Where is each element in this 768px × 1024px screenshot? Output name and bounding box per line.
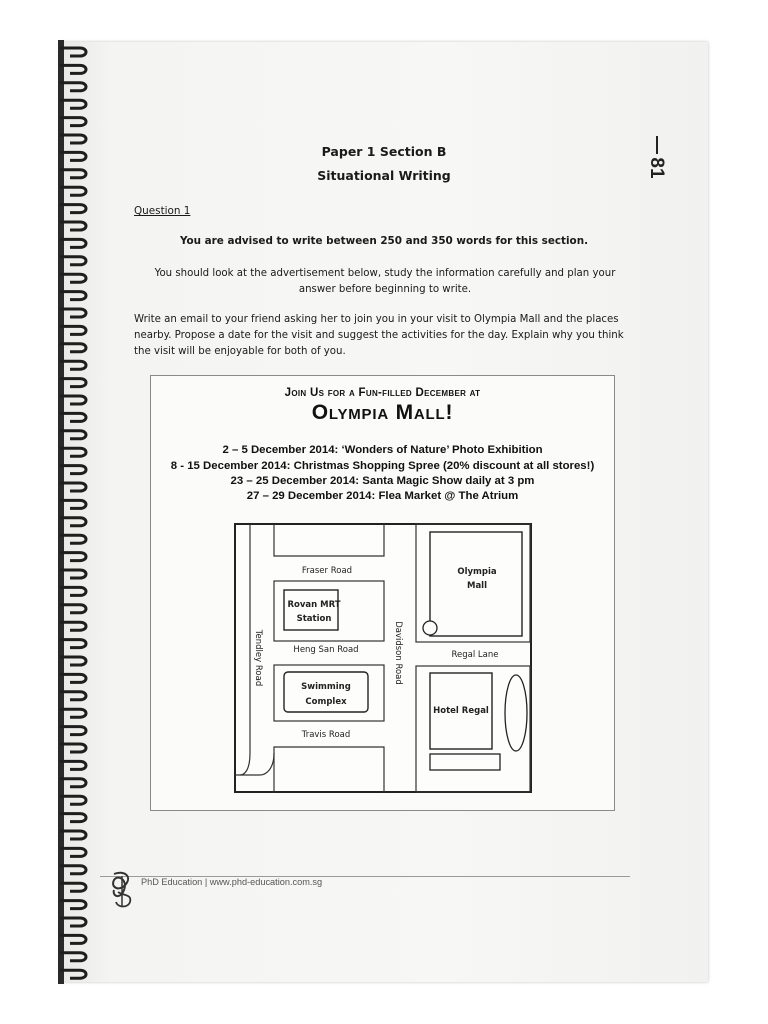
study-instruction: You should look at the advertisement below, study the information carefully and plan your answer before beginning to write. (154, 268, 616, 295)
footer-text: PhD Education | www.phd-education.com.sg (141, 877, 323, 887)
swimming-label-1: Swimming (301, 682, 351, 692)
location-map (234, 523, 532, 793)
event-item: 27 – 29 December 2014: Flea Market @ The Atrium (246, 490, 519, 502)
heng-san-road-label: Heng San Road (293, 645, 359, 655)
regal-lane-label: Regal Lane (451, 650, 499, 660)
question-label: Question 1 (134, 205, 191, 217)
travis-road-label: Travis Road (301, 730, 351, 740)
event-item: 8 - 15 December 2014: Christmas Shopping Spree (20% discount at all stores!) (170, 460, 595, 472)
section-subheading: Situational Writing (317, 168, 451, 183)
davidson-road-label: Davidson Road (393, 621, 403, 685)
olympia-label-2: Mall (466, 581, 488, 591)
phd-logo-icon (104, 866, 138, 912)
page-number: 81 (646, 157, 667, 179)
event-item: 2 – 5 December 2014: ‘Wonders of Nature’ Photo Exhibition (222, 444, 543, 456)
olympia-label-1: Olympia (457, 567, 497, 577)
hotel-regal-label: Hotel Regal (433, 706, 489, 716)
rovan-label-2: Station (296, 614, 332, 624)
fountain-icon (423, 621, 437, 635)
fraser-road-label: Fraser Road (301, 566, 353, 576)
swimming-label-2: Complex (305, 697, 347, 707)
tendley-road-label: Tendley Road (253, 629, 263, 687)
ad-tagline: Join Us for a Fun-filled December at (284, 387, 481, 399)
rovan-label-1: Rovan MRT (287, 600, 341, 610)
ad-mall-name: Olympia Mall! (311, 401, 454, 424)
task-instruction: Write an email to your friend asking her to join you in your visit to Olympia Mall and the places nearby. Propose a date for the visit and suggest the activities for the day. Explain why you think the visit will be enjoyable for both of you. (134, 314, 624, 357)
section-heading: Paper 1 Section B (321, 144, 447, 159)
word-limit-instruction: You are advised to write between 250 and 350 words for this section. (179, 235, 589, 247)
event-item: 23 – 25 December 2014: Santa Magic Show daily at 3 pm (230, 475, 535, 487)
